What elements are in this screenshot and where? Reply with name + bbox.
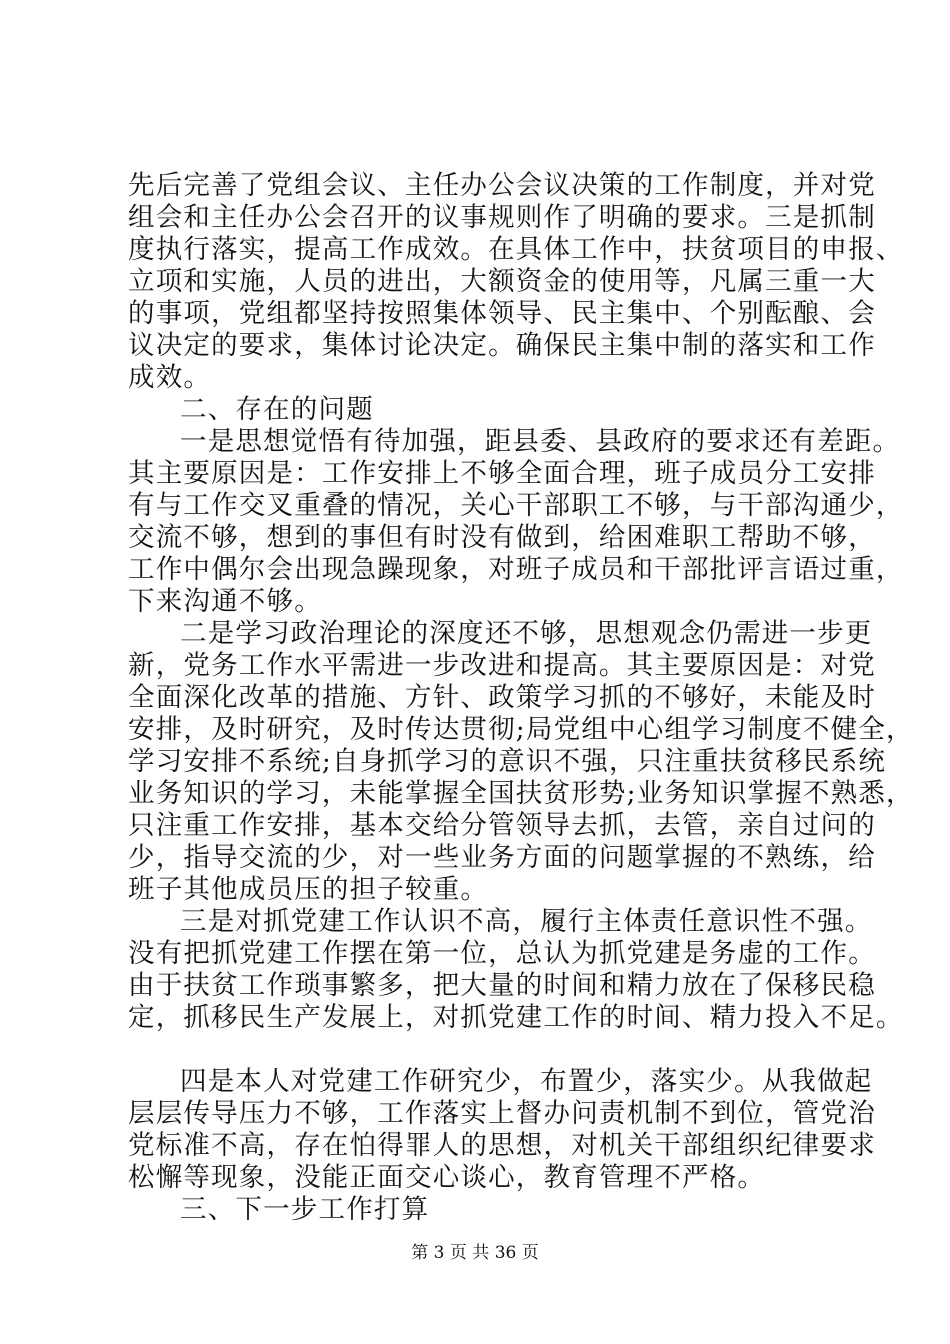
text-line: 层层传导压力不够，工作落实上督办问责机制不到位，管党治: [128, 1098, 876, 1129]
text-line: 定，抓移民生产发展上，对抓党建工作的时间、精力投入不足。: [128, 1002, 904, 1033]
text-line: 成效。: [128, 362, 212, 393]
text-line: 其主要原因是：工作安排上不够全面合理，班子成员分工安排: [128, 458, 876, 489]
text-line: 少，指导交流的少，对一些业务方面的问题掌握的不熟练，给: [128, 842, 876, 873]
text-line: 先后完善了党组会议、主任办公会议决策的工作制度，并对党: [128, 170, 876, 201]
text-line: 下来沟通不够。: [128, 586, 322, 617]
text-line: 交流不够，想到的事但有时没有做到，给困难职工帮助不够，: [128, 522, 876, 553]
text-line: 二是学习政治理论的深度还不够，思想观念仍需进一步更: [180, 618, 873, 649]
page-number-footer: 第 3 页 共 36 页: [411, 1243, 539, 1263]
text-line: 一是思想觉悟有待加强，距县委、县政府的要求还有差距。: [180, 426, 901, 457]
text-line: 组会和主任办公会召开的议事规则作了明确的要求。三是抓制: [128, 202, 876, 233]
paragraph-gap: [128, 1034, 828, 1066]
text-line: 松懈等现象，没能正面交心谈心，教育管理不严格。: [128, 1162, 766, 1193]
text-line: 工作中偶尔会出现急躁现象，对班子成员和干部批评言语过重，: [128, 554, 904, 585]
text-line: 的事项，党组都坚持按照集体领导、民主集中、个别酝酿、会: [128, 298, 876, 329]
text-line: 有与工作交叉重叠的情况，关心干部职工不够，与干部沟通少，: [128, 490, 904, 521]
document-body: [128, 170, 914, 1226]
text-line: 党标准不高，存在怕得罪人的思想，对机关干部组织纪律要求: [128, 1130, 876, 1161]
text-line: 立项和实施，人员的进出，大额资金的使用等，凡属三重一大: [128, 266, 876, 297]
text-line: 度执行落实，提高工作成效。在具体工作中，扶贫项目的申报、: [128, 234, 904, 265]
section-heading-next-steps: 三、下一步工作打算: [180, 1194, 430, 1225]
text-line: 安排，及时研究，及时传达贯彻;局党组中心组学习制度不健全，: [128, 714, 914, 745]
text-line: 议决定的要求，集体讨论决定。确保民主集中制的落实和工作: [128, 330, 876, 361]
text-line: 四是本人对党建工作研究少，布置少，落实少。从我做起: [180, 1066, 873, 1097]
text-line: 由于扶贫工作琐事繁多，把大量的时间和精力放在了保移民稳: [128, 970, 876, 1001]
text-line: 没有把抓党建工作摆在第一位，总认为抓党建是务虚的工作。: [128, 938, 876, 969]
text-line: 学习安排不系统;自身抓学习的意识不强，只注重扶贫移民系统: [128, 746, 887, 777]
text-line: 全面深化改革的措施、方针、政策学习抓的不够好，未能及时: [128, 682, 876, 713]
text-line: 班子其他成员压的担子较重。: [128, 874, 489, 905]
text-line: 只注重工作安排，基本交给分管领导去抓，去管，亲自过问的: [128, 810, 876, 841]
section-heading-problems: 二、存在的问题: [180, 394, 374, 425]
text-line: 三是对抓党建工作认识不高，履行主体责任意识性不强。: [180, 906, 873, 937]
text-line: 新，党务工作水平需进一步改进和提高。其主要原因是：对党: [128, 650, 876, 681]
text-line: 业务知识的学习，未能掌握全国扶贫形势;业务知识掌握不熟悉，: [128, 778, 914, 809]
